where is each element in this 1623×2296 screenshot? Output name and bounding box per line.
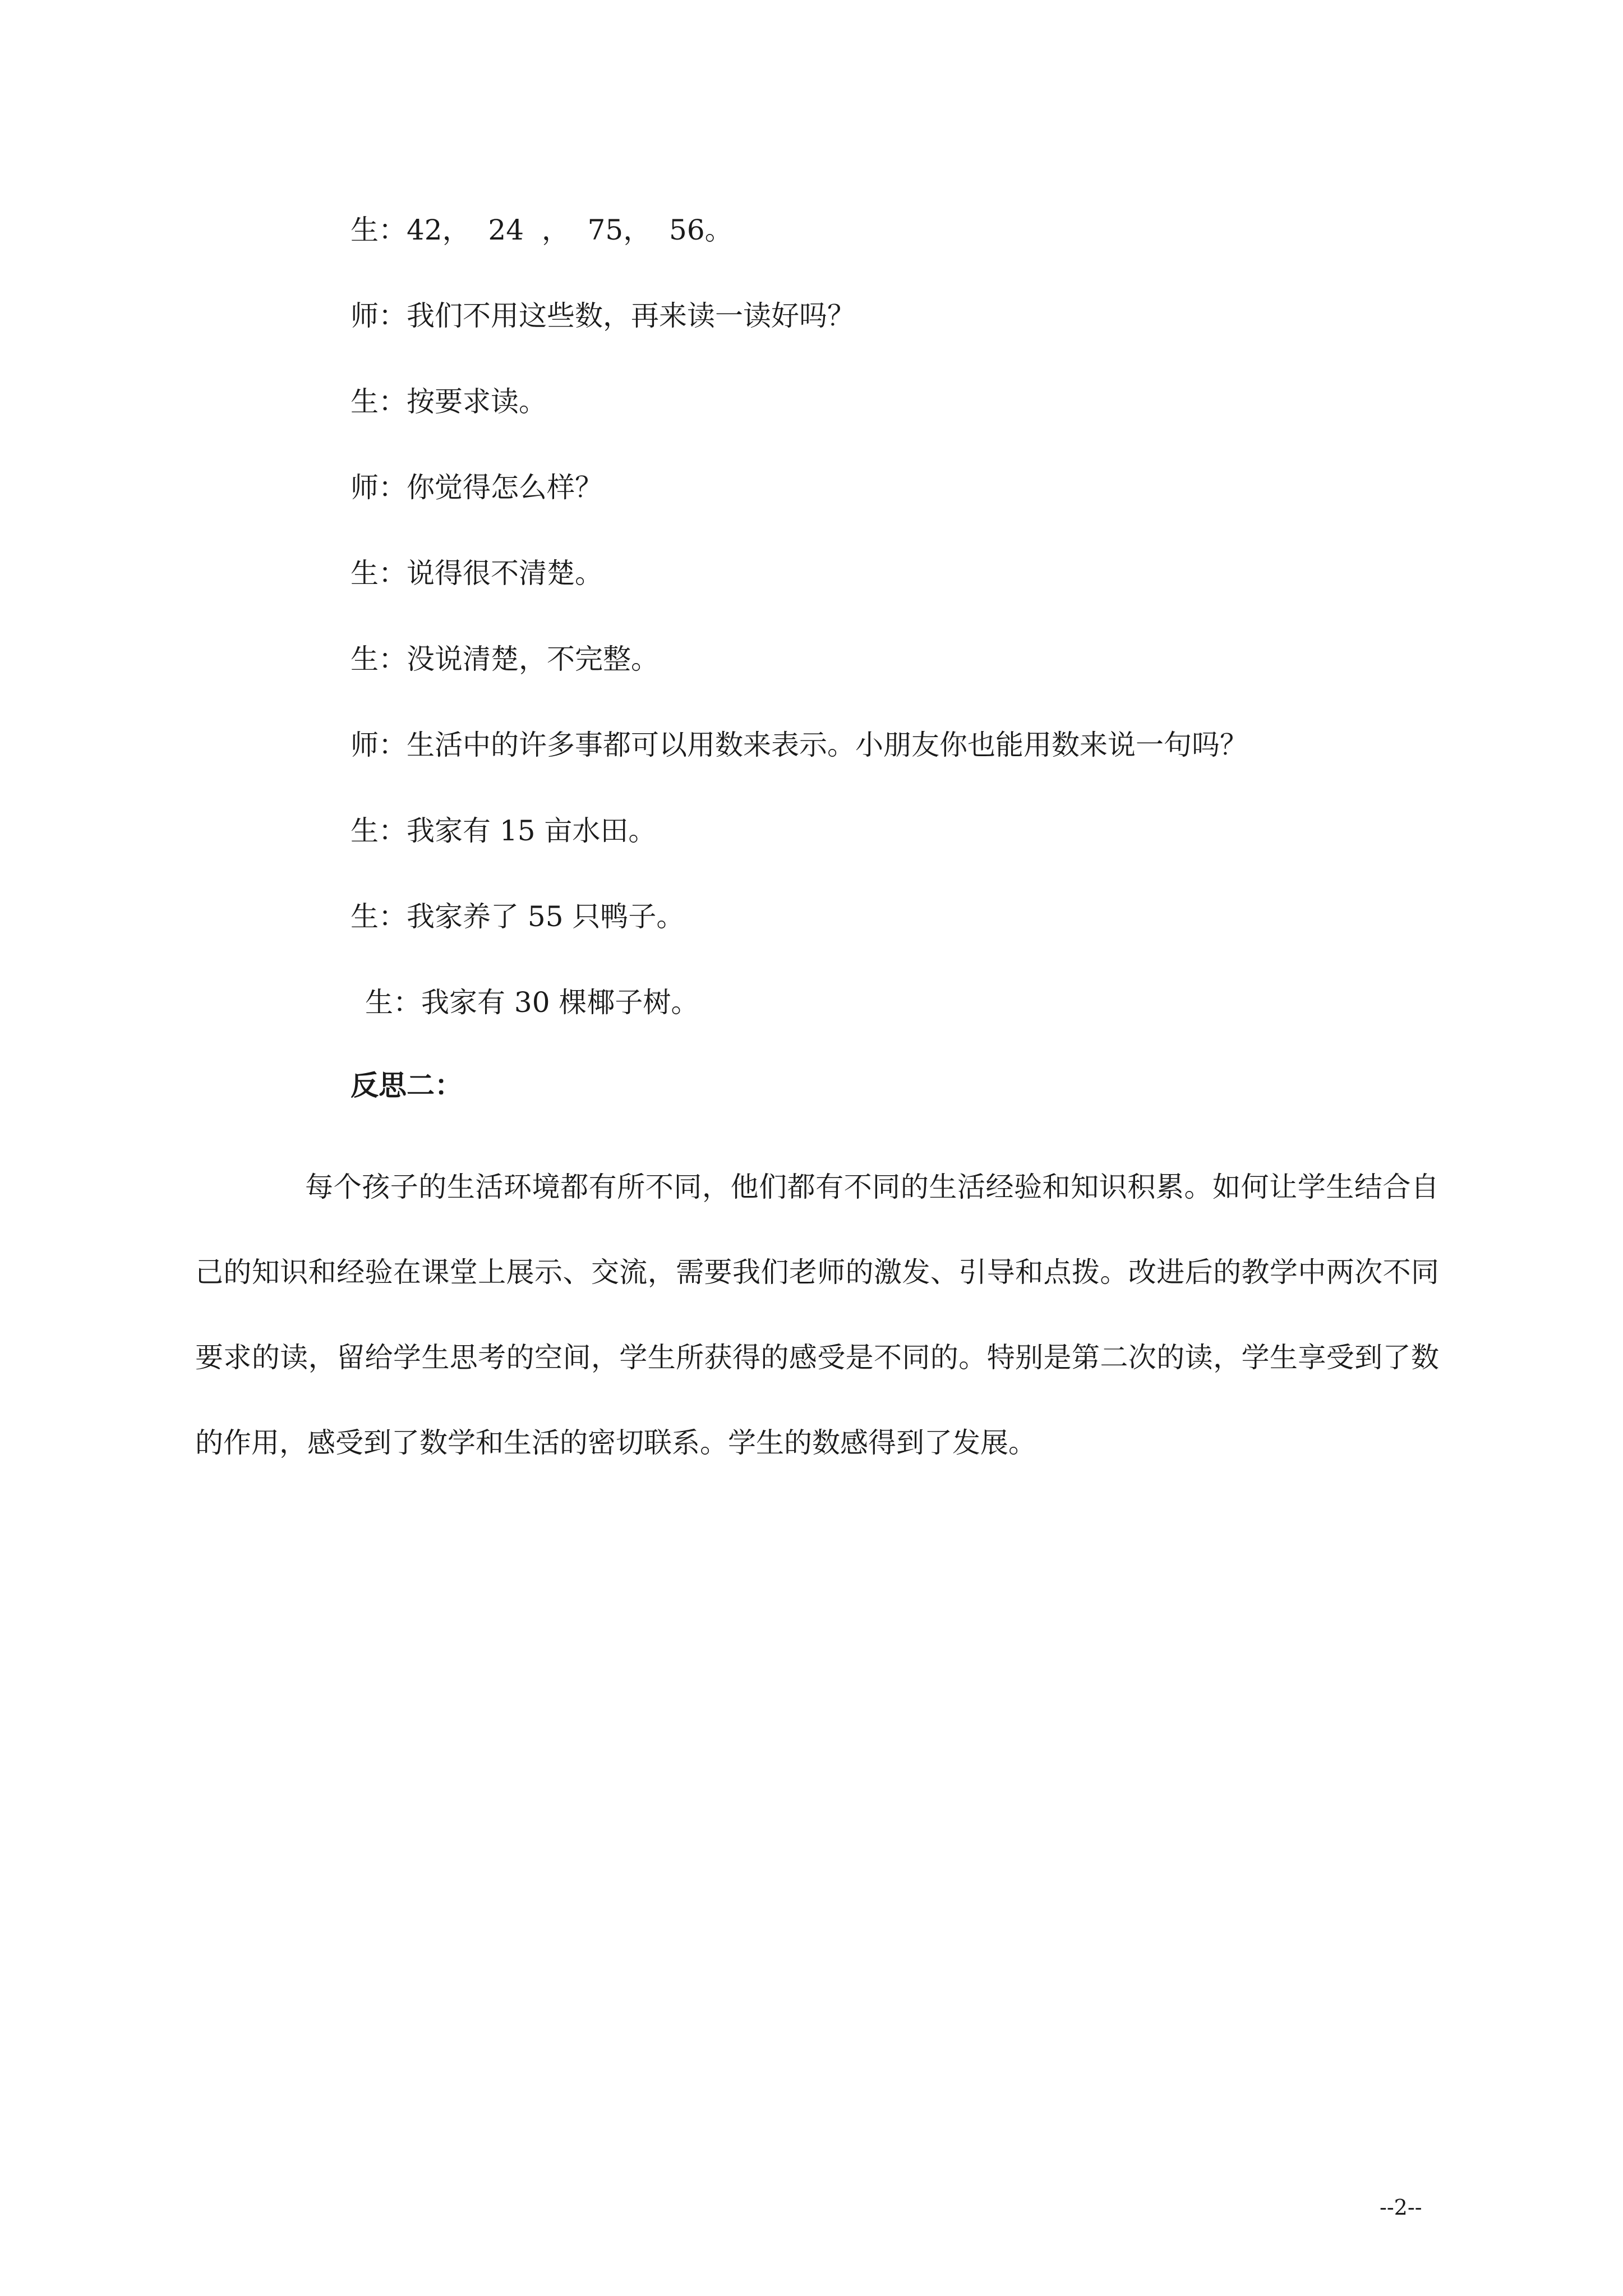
dialogue-text: 说得很不清楚。 bbox=[407, 557, 603, 590]
speaker-label: 师： bbox=[351, 471, 407, 504]
dialogue-line bbox=[351, 202, 1472, 288]
dialogue-text: 我们不用这些数，再来读一读好吗？ bbox=[407, 300, 855, 332]
dialogue-line bbox=[351, 974, 1472, 1060]
dialogue-text: 我家养了 55 只鸭子。 bbox=[407, 900, 685, 933]
dialogue-text: 按要求读。 bbox=[407, 385, 547, 418]
speaker-label: 生： bbox=[351, 385, 407, 418]
dialogue-text: 生活中的许多事都可以用数来表示。小朋友你也能用数来说一句吗？ bbox=[407, 729, 1248, 761]
speaker-label: 生： bbox=[351, 815, 407, 847]
dialogue-line bbox=[351, 803, 1472, 889]
dialogue-line bbox=[351, 717, 1472, 803]
dialogue-text: 我家有 30 棵椰子树。 bbox=[421, 986, 699, 1019]
speaker-label: 生： bbox=[365, 986, 421, 1019]
reflection-paragraph: 每个孩子的生活环境都有所不同，他们都有不同的生活经验和知识积累。如何让学生结合自己的知识和经验在课堂上展示、交流，需要我们老师的激发、引导和点拨。改进后的教学中两次不同要求的读，留给学生思考的空间，学生所获得的感受是不同的。特别是第二次的读，学生享受到了数的作用，感受到了数学和生活的密切联系。学生的数感得到了发展。 bbox=[195, 1171, 1439, 1459]
speaker-label: 师： bbox=[351, 729, 407, 761]
page-number: --2-- bbox=[1380, 2195, 1422, 2220]
dialogue-line bbox=[351, 459, 1472, 545]
speaker-label: 生： bbox=[351, 557, 407, 590]
speaker-label: 生： bbox=[351, 214, 407, 246]
speaker-label: 生： bbox=[351, 900, 407, 933]
dialogue-line bbox=[351, 889, 1472, 974]
dialogue-section bbox=[351, 202, 1472, 1060]
dialogue-text: 我家有 15 亩水田。 bbox=[407, 815, 657, 847]
speaker-label: 生： bbox=[351, 643, 407, 675]
dialogue-text: 没说清楚，不完整。 bbox=[407, 643, 659, 675]
dialogue-line bbox=[351, 288, 1472, 374]
speaker-label: 师： bbox=[351, 300, 407, 332]
dialogue-line bbox=[351, 545, 1472, 631]
dialogue-line bbox=[351, 631, 1472, 717]
dialogue-text: 你觉得怎么样？ bbox=[407, 471, 603, 504]
reflection-heading: 反思二： bbox=[351, 1069, 463, 1102]
dialogue-text: 42， 24 ， 75， 56。 bbox=[407, 214, 733, 246]
dialogue-line bbox=[351, 374, 1472, 459]
